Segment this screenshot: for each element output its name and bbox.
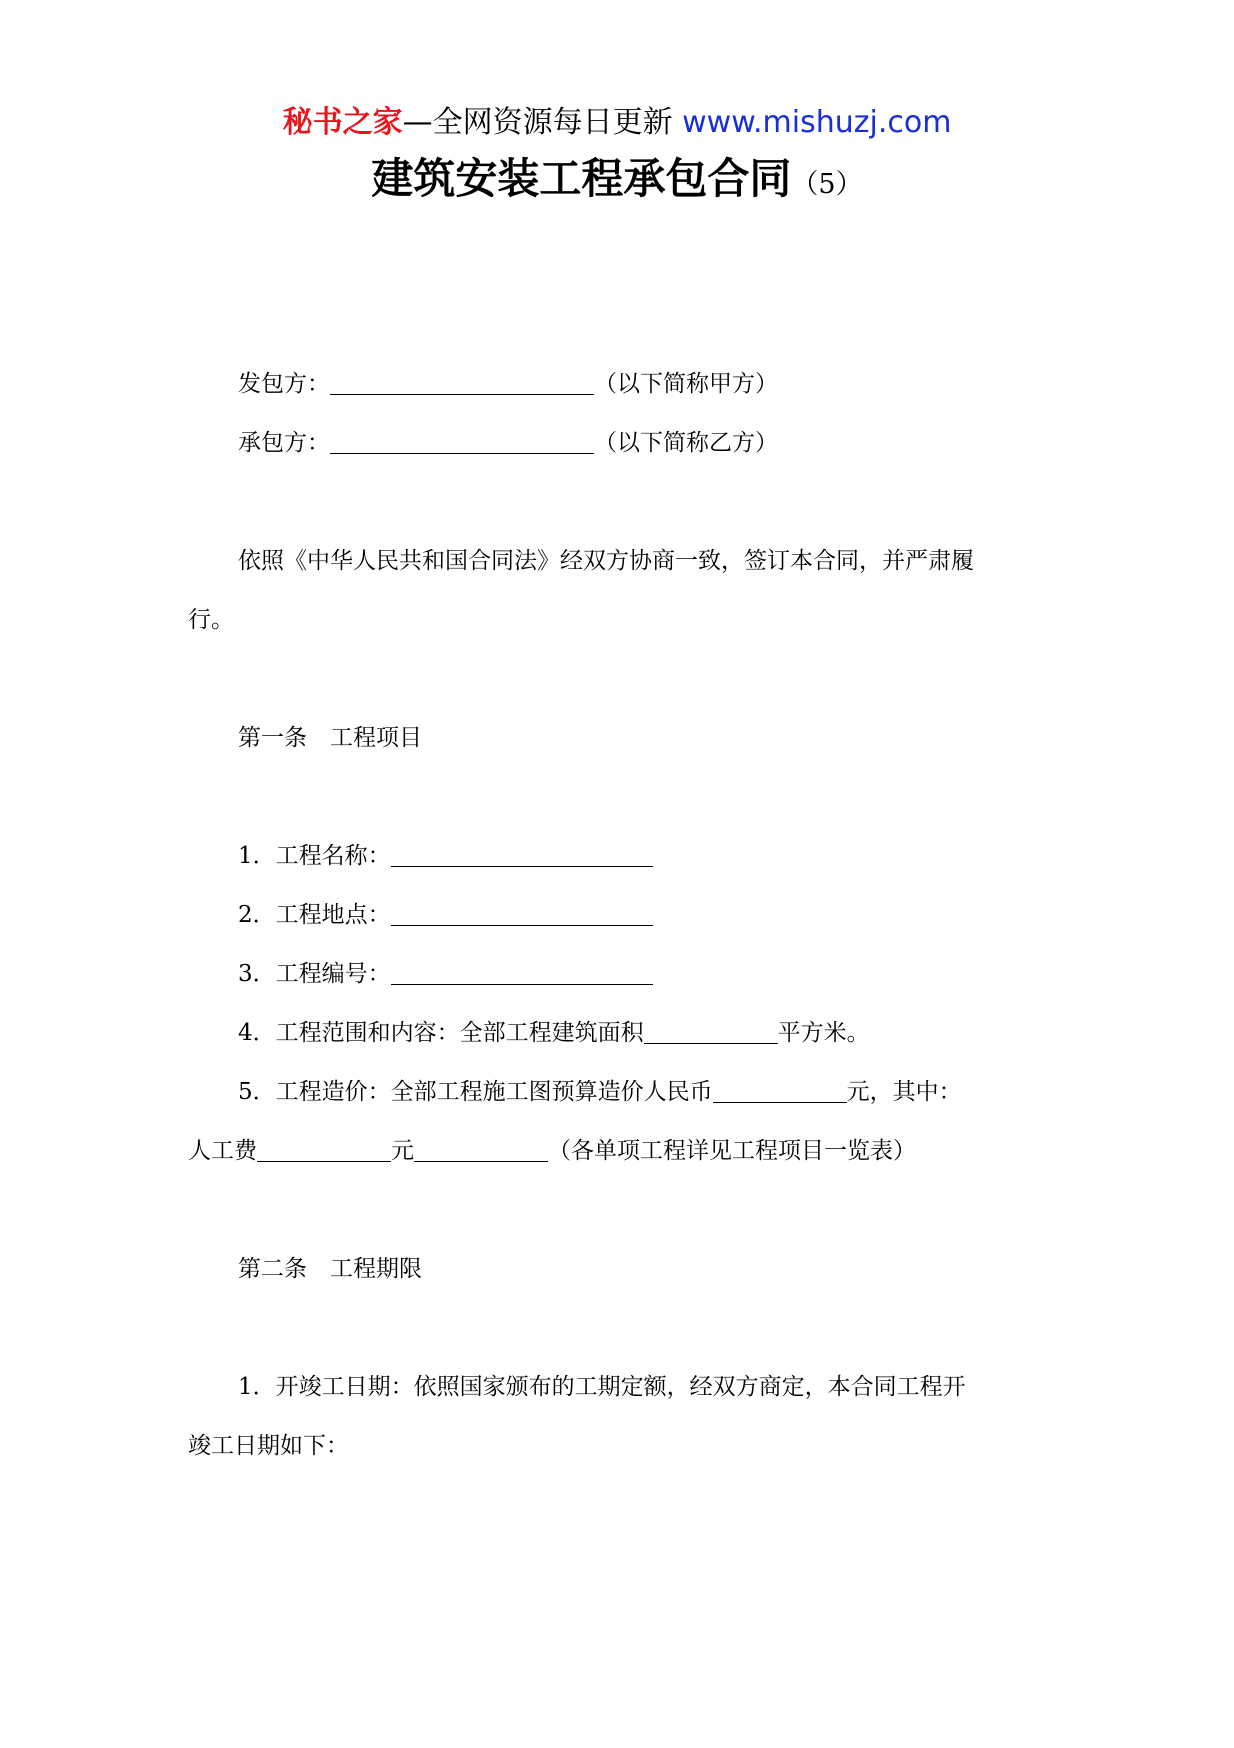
project-number-label: 3．工程编号： <box>238 961 391 987</box>
article1-item5 <box>238 1076 962 1108</box>
contractee-note: （以下简称乙方） <box>594 430 778 456</box>
contractor-label: 发包方： <box>238 371 330 397</box>
site-brand: 秘书之家 <box>282 105 403 140</box>
labor-cost-blank <box>257 1137 391 1162</box>
document-title <box>0 150 1234 214</box>
contractor-line <box>238 368 778 400</box>
article1-item5-line2 <box>188 1135 916 1167</box>
article2-item1-line1: 1．开竣工日期：依照国家颁布的工期定额，经双方商定，本合同工程开 <box>238 1374 966 1400</box>
labor-cost-note: （各单项工程详见工程项目一览表） <box>548 1138 916 1164</box>
article1-item2 <box>238 899 653 931</box>
article2-heading: 第二条 工程期限 <box>238 1256 422 1282</box>
title-number: （5） <box>791 169 863 200</box>
article1-item4 <box>238 1017 870 1049</box>
labor-cost-label: 人工费 <box>188 1138 257 1164</box>
contractee-label: 承包方： <box>238 430 330 456</box>
project-cost-label: 5．工程造价：全部工程施工图预算造价人民币 <box>238 1079 713 1105</box>
extra-cost-blank <box>414 1137 548 1162</box>
site-url-link[interactable]: www.mishuzj.com <box>682 105 952 140</box>
contractor-note: （以下简称甲方） <box>594 371 778 397</box>
intro-line-2: 行。 <box>188 607 234 633</box>
project-name-label: 1．工程名称： <box>238 843 391 869</box>
project-scope-label: 4．工程范围和内容：全部工程建筑面积 <box>238 1020 644 1046</box>
site-header <box>0 103 1234 143</box>
project-location-blank <box>391 901 653 926</box>
project-cost-suffix: 元，其中： <box>846 1079 962 1105</box>
intro-line-1: 依照《中华人民共和国合同法》经双方协商一致，签订本合同，并严肃履 <box>238 548 974 574</box>
title-main: 建筑安装工程承包合同 <box>371 154 792 203</box>
labor-cost-unit: 元 <box>391 1138 414 1164</box>
article1-item3 <box>238 958 653 990</box>
article2-item1-line2: 竣工日期如下： <box>188 1433 349 1459</box>
building-area-blank <box>644 1019 778 1044</box>
article1-heading: 第一条 工程项目 <box>238 725 422 751</box>
project-cost-blank <box>713 1078 847 1103</box>
project-location-label: 2．工程地点： <box>238 902 391 928</box>
contractee-blank <box>330 429 594 454</box>
project-scope-unit: 平方米。 <box>777 1020 870 1046</box>
contractor-blank <box>330 370 594 395</box>
contractee-line <box>238 427 778 459</box>
project-name-blank <box>391 842 653 867</box>
article1-item1 <box>238 840 653 872</box>
site-tagline: —全网资源每日更新 <box>402 105 683 140</box>
project-number-blank <box>391 960 653 985</box>
